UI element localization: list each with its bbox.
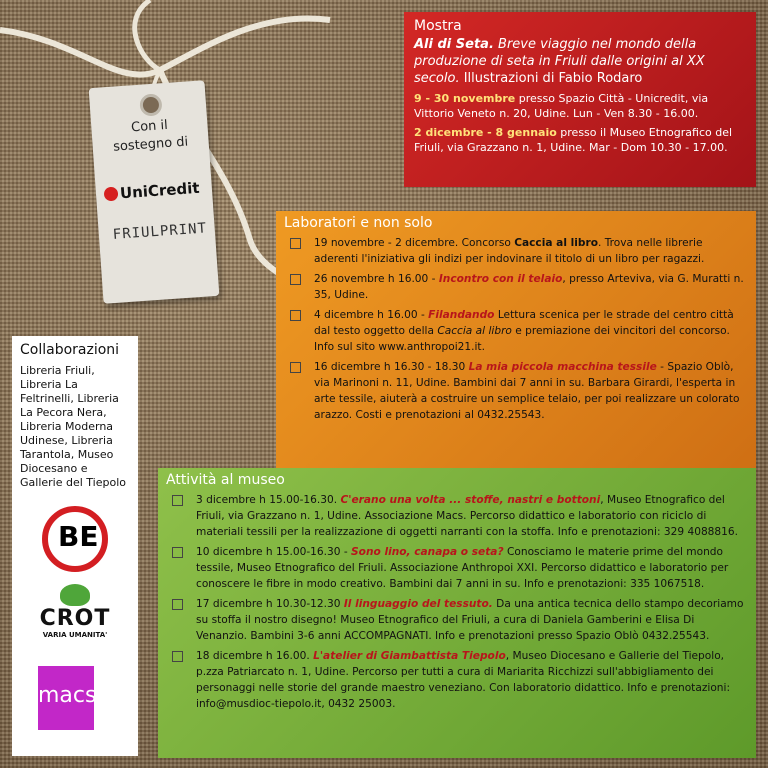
mostra-panel <box>404 12 756 187</box>
list-item: 19 novembre - 2 dicembre. Concorso Caccia al libro. Trova nelle librerie aderenti l'iniziativa gli indizi per indovinare il titolo di un libro per ragazzi. <box>284 235 748 267</box>
checkbox-icon <box>172 599 183 610</box>
list-item: 26 novembre h 16.00 - Incontro con il telaio, presso Arteviva, via G. Muratti n. 35, Udine. <box>284 271 748 303</box>
sponsor-tag <box>89 80 220 304</box>
collaborazioni-panel <box>12 336 138 756</box>
list-item: 4 dicembre h 16.00 - Filandando Lettura scenica per le strade del centro città dal testo oggetto della Caccia al libro e premiazione dei vincitori del concorso. Info sul sito www.anthropoi21.it. <box>284 307 748 355</box>
laboratori-heading: Laboratori e non solo <box>284 215 433 231</box>
collaborazioni-text: Libreria Friuli, Libreria La Feltrinelli, Libreria La Pecora Nera, Libreria Moderna Udinese, Libreria Tarantola, Museo Diocesano e Gallerie del Tiepolo <box>20 364 126 489</box>
list-item: 3 dicembre h 15.00-16.30. C'erano una volta ... stoffe, nastri e bottoni, Museo Etnografico del Friuli, via Grazzano n. 1, Udine. Associazione Macs. Percorso didattico e laboratorio con riciclo di materiali tessili per la realizzazione di oggetti narranti con la stoffa. Info e prenotazioni: 329 4088816. <box>166 492 748 540</box>
list-item: 18 dicembre h 16.00. L'atelier di Giambattista Tiepolo, Museo Diocesano e Gallerie del Tiepolo, p.zza Patriarcato n. 1, Udine. Percorso per tutti a cura di Mariarita Ricchizzi sull'abbigliamento dei personaggi nelle storie del grande maestro veneziano. Con laboratorio didattico. Info e prenotazioni: info@musdioc-tiepolo.it, 0432 25003. <box>166 648 748 712</box>
list-item: 17 dicembre h 10.30-12.30 Il linguaggio del tessuto. Da una antica tecnica dello stampo decoriamo su stoffa il nostro disegno! Museo Etnografico del Friuli, a cura di Daniela Gamberini e Elisa Di Venanzio. Bambini 3-6 anni ACCOMPAGNATI. Info e prenotazioni presso Spazio Oblò 0432.25543. <box>166 596 748 644</box>
collaborazioni-heading: Collaborazioni <box>20 342 120 358</box>
sponsor-line-1: Con il <box>130 117 169 136</box>
sponsor-line-2: sostegno di <box>112 134 189 155</box>
crot-logo: CROT VARIA UMANITA' <box>32 584 118 639</box>
macs-logo: macs <box>38 666 94 730</box>
mostra-item-1: 9 - 30 novembre presso Spazio Città - Unicredit, via Vittorio Veneto n. 20, Udine. Lun - Ven 8.30 - 16.00. <box>414 92 709 120</box>
checkbox-icon <box>172 495 183 506</box>
checkbox-icon <box>290 238 301 249</box>
checkbox-icon <box>290 274 301 285</box>
list-item: 16 dicembre h 16.30 - 18.30 La mia piccola macchina tessile - Spazio Oblò, via Marinoni n. 11, Udine. Bambini dai 7 anni in su. Barbara Girardi, l'esperta in arte tessile, aiuterà a costruire un semplice telaio, per poi realizzare un colorato arazzo. Costi e prenotazioni al 0432.25543. <box>284 359 748 423</box>
be-logo: BE <box>42 506 108 572</box>
checkbox-icon <box>172 651 183 662</box>
tag-hole <box>139 93 162 116</box>
friulprint-logo: FRIULPRINT <box>112 220 208 243</box>
unicredit-mark-icon <box>104 187 119 202</box>
frog-icon <box>60 584 90 606</box>
mostra-item-2: 2 dicembre - 8 gennaio presso il Museo Etnografico del Friuli, via Grazzano n. 1, Udine. Mar - Dom 10.30 - 17.00. <box>414 126 733 154</box>
laboratori-panel <box>276 211 756 469</box>
checkbox-icon <box>172 547 183 558</box>
list-item: 10 dicembre h 15.00-16.30 - Sono lino, canapa o seta? Conosciamo le materie prime del mondo tessile, Museo Etnografico del Friuli. Associazione Anthropoi XXI. Percorso didattico e laboratorio per conoscere le fibre in modo creativo. Bambini dai 7 anni in su. Info e prenotazioni: 335 1067518. <box>166 544 748 592</box>
attivita-heading: Attività al museo <box>166 472 285 488</box>
unicredit-logo: UniCredit <box>103 179 200 204</box>
checkbox-icon <box>290 310 301 321</box>
attivita-panel <box>158 468 756 758</box>
mostra-title: Ali di Seta. Breve viaggio nel mondo della produzione di seta in Friuli dalle origini al XX secolo. Illustrazioni di Fabio Rodaro <box>414 37 705 86</box>
mostra-heading: Mostra <box>414 18 462 34</box>
checkbox-icon <box>290 362 301 373</box>
